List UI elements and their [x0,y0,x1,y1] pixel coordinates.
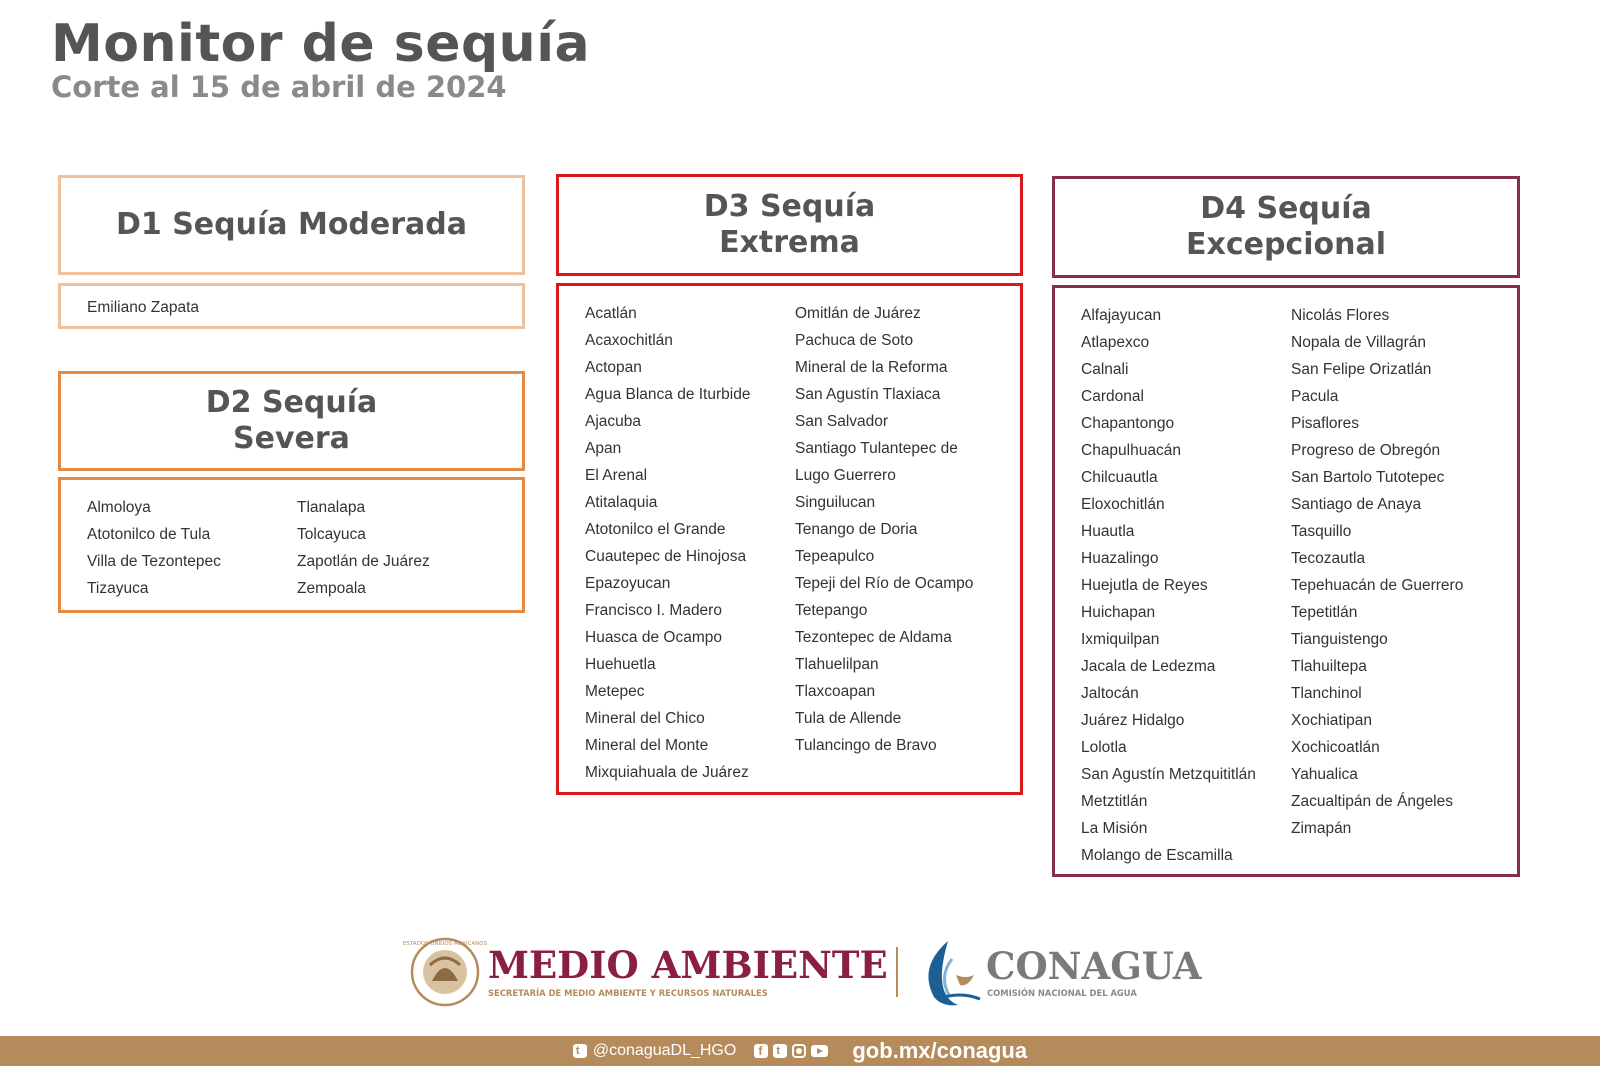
d2-municipality-list [87,494,507,602]
d1-municipality-list [87,294,297,321]
municipality-item: Acatlán [585,305,637,322]
d3-municipality-list [585,300,1025,786]
municipality-item: Huasca de Ocampo [585,629,722,646]
conagua-logo-icon [928,941,980,1005]
municipality-item: Nopala de Villagrán [1291,334,1427,351]
municipality-item: Calnali [1081,361,1129,378]
municipality-item: Jacala de Ledezma [1081,658,1216,675]
municipality-item: Tecozautla [1291,550,1366,567]
d2-title-line-2: Severa [233,421,350,456]
municipality-item: Pachuca de Soto [795,332,914,349]
municipality-item: Tlahuiltepa [1291,658,1367,675]
municipality-item: Singuilucan [795,494,876,511]
municipality-item: San Agustín Tlaxiaca [795,386,941,403]
d2-title-line-1: D2 Sequía [205,385,378,420]
municipality-item: Huejutla de Reyes [1081,577,1208,594]
municipality-item: Huazalingo [1081,550,1159,567]
youtube-icon[interactable] [811,1045,828,1057]
d3-list-box [556,283,1023,795]
municipality-item: Metztitlán [1081,793,1148,810]
municipality-item: Santiago de Anaya [1291,496,1422,513]
municipality-item: Pacula [1291,388,1339,405]
municipality-item: Atotonilco el Grande [585,521,726,538]
d4-municipality-list [1081,302,1501,869]
conagua-subtitle: COMISIÓN NACIONAL DEL AGUA [987,988,1137,998]
municipality-item: Tlanchinol [1291,685,1362,702]
municipality-item: Alfajayucan [1081,307,1162,324]
municipality-item: La Misión [1081,820,1148,837]
twitter-icon[interactable]: t [773,1044,787,1058]
municipality-item: Tlaxcoapan [795,683,876,700]
municipality-item: Chapulhuacán [1081,442,1181,459]
municipality-item: Tianguistengo [1291,631,1388,648]
municipality-item: Villa de Tezontepec [87,553,221,570]
municipality-item: Acaxochitlán [585,332,673,349]
facebook-icon[interactable]: f [754,1044,768,1058]
footer-bar [0,1036,1600,1066]
municipality-item: Francisco I. Madero [585,602,722,619]
municipality-item: Tepeji del Río de Ocampo [795,575,974,592]
municipality-item: Juárez Hidalgo [1081,712,1185,729]
municipality-item: San Bartolo Tutotepec [1291,469,1445,486]
footer-website[interactable]: gob.mx/conagua [852,1038,1028,1063]
d1-list-box [58,283,525,329]
d2-header [58,371,525,471]
municipality-item: Lolotla [1081,739,1127,756]
instagram-icon[interactable] [792,1044,806,1058]
municipality-item: Mixquiahuala de Juárez [585,764,749,781]
d4-list-box [1052,285,1520,877]
municipality-item: Chapantongo [1081,415,1175,432]
municipality-item: San Felipe Orizatlán [1291,361,1432,378]
d2-list-box [58,477,525,613]
page-subtitle: Corte al 15 de abril de 2024 [51,70,507,104]
municipality-item: Tenango de Doria [795,521,918,538]
municipality-item: Tolcayuca [297,526,366,543]
municipality-item: Ixmiquilpan [1081,631,1160,648]
municipality-item: Huautla [1081,523,1135,540]
municipality-item: Huehuetla [585,656,656,673]
municipality-item: Tasquillo [1291,523,1352,540]
d4-header [1052,176,1520,278]
municipality-item: Metepec [585,683,645,700]
municipality-item: Tlahuelilpan [795,656,879,673]
semarnat-subtitle: SECRETARÍA DE MEDIO AMBIENTE Y RECURSOS NATURALES [488,988,768,998]
municipality-item: Eloxochitlán [1081,496,1165,513]
municipality-item: Yahualica [1291,766,1358,783]
municipality-item: Jaltocán [1081,685,1139,702]
page-title: Monitor de sequía [51,14,591,74]
municipality-item: Tepeapulco [795,548,875,565]
municipality-item: Cardonal [1081,388,1144,405]
municipality-item: Molango de Escamilla [1081,847,1233,864]
d3-header [556,174,1023,276]
municipality-item: Tetepango [795,602,868,619]
municipality-item: Mineral de la Reforma [795,359,948,376]
d3-title-line-1: D3 Sequía [703,189,876,224]
municipality-item: Atlapexco [1081,334,1150,351]
municipality-item: Tepehuacán de Guerrero [1291,577,1464,594]
municipality-item: Nicolás Flores [1291,307,1390,324]
municipality-item: Zapotlán de Juárez [297,553,430,570]
municipality-item: Santiago Tulantepec de [795,440,958,457]
municipality-item: Zacualtipán de Ángeles [1291,793,1454,810]
municipality-item: Atotonilco de Tula [87,526,211,543]
conagua-name: CONAGUA [986,944,1202,988]
municipality-item: Tula de Allende [795,710,902,727]
semarnat-name: MEDIO AMBIENTE [488,943,888,987]
d4-title-line-2: Excepcional [1185,227,1386,262]
municipality-item: Zempoala [297,580,366,597]
municipality-item: Emiliano Zapata [87,299,200,316]
municipality-item: Tulancingo de Bravo [795,737,937,754]
footer-handle[interactable]: @conaguaDL_HGO [592,1042,737,1059]
municipality-item: Atitalaquia [585,494,658,511]
municipality-item: Almoloya [87,499,151,516]
municipality-item: Epazoyucan [585,575,671,592]
municipality-item: Tizayuca [87,580,149,597]
municipality-item: Tepetitlán [1291,604,1358,621]
municipality-item: Tezontepec de Aldama [795,629,952,646]
svg-text:ESTADOS UNIDOS MEXICANOS: ESTADOS UNIDOS MEXICANOS [402,941,488,947]
municipality-item: El Arenal [585,467,648,484]
municipality-item: Agua Blanca de Iturbide [585,386,751,403]
municipality-item: San Salvador [795,413,889,430]
municipality-item: Progreso de Obregón [1291,442,1441,459]
municipality-item: Chilcuautla [1081,469,1158,486]
d4-title-line-1: D4 Sequía [1200,191,1372,226]
municipality-item: Xochiatipan [1291,712,1373,729]
twitter-icon[interactable]: t [573,1044,587,1058]
municipality-item: Zimapán [1291,820,1352,837]
municipality-item: Tlanalapa [297,499,366,516]
municipality-item: Pisaflores [1291,415,1360,432]
municipality-item: Xochicoatlán [1291,739,1380,756]
municipality-item: Mineral del Chico [585,710,705,727]
municipality-item: Mineral del Monte [585,737,709,754]
municipality-item: Ajacuba [585,413,642,430]
municipality-item: Huichapan [1081,604,1156,621]
municipality-item: Apan [585,440,622,457]
logos-bar [0,935,1600,1015]
municipality-item: Cuautepec de Hinojosa [585,548,747,565]
municipality-item: Lugo Guerrero [795,467,896,484]
municipality-item: Actopan [585,359,642,376]
municipality-item: San Agustín Metzquititlán [1081,766,1256,783]
d3-title-line-2: Extrema [719,225,860,260]
d1-title-line: D1 Sequía Moderada [115,207,468,242]
mexico-seal-icon [403,939,488,1005]
d1-header [58,175,525,275]
municipality-item: Omitlán de Juárez [795,305,921,322]
